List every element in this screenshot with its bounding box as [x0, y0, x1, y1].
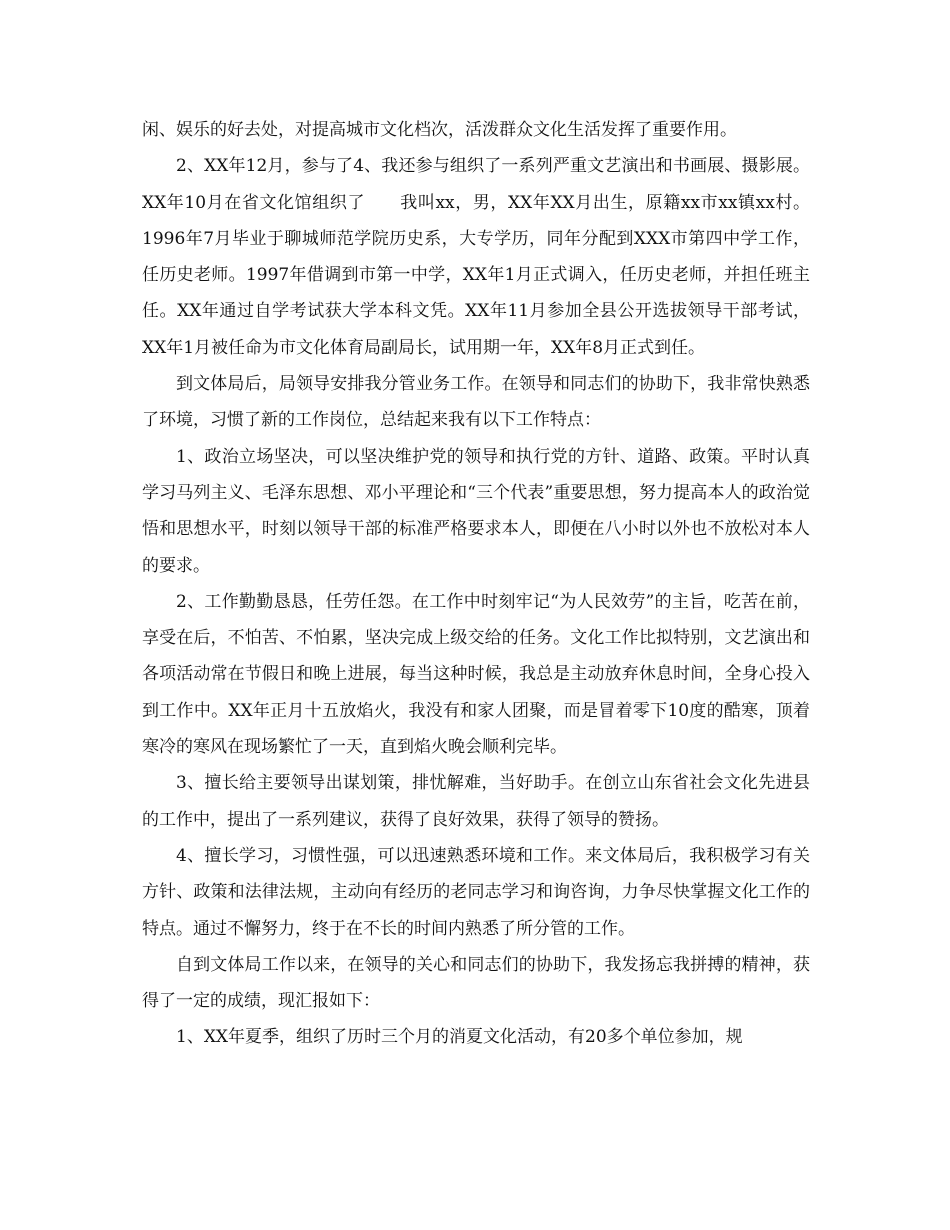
paragraph: 1、政治立场坚决，可以坚决维护党的领导和执行党的方针、道路、政策。平时认真学习马列主义、毛泽东思想、邓小平理论和“三个代表”重要思想，努力提高本人的政治觉悟和思想水平，时刻以领导干部的标准严格要求本人，即便在八小时以外也不放松对本人的要求。	[142, 446, 810, 576]
paragraph: 1、XX年夏季，组织了历时三个月的消夏文化活动，有20多个单位参加，规	[176, 1027, 743, 1048]
paragraph: 3、擅长给主要领导出谋划策，排忧解难，当好助手。在创立山东省社会文化先进县的工作中，提出了一系列建议，获得了良好效果，获得了领导的赞扬。	[142, 773, 810, 830]
paragraph: 自到文体局工作以来，在领导的关心和同志们的协助下，我发扬忘我拼搏的精神，获得了一定的成绩，现汇报如下：	[142, 954, 810, 1012]
paragraph: 2、工作勤勤恳恳，任劳任怨。在工作中时刻牢记“为人民效劳”的主旨，吃苦在前，享受在后，不怕苦、不怕累，坚决完成上级交给的任务。文化工作比拟特别，文艺演出和各项活动常在节假日和晚上进展，每当这种时候，我总是主动放弃休息时间，全身心投入到工作中。XX年正月十五放焰火，我没有和家人团聚，而是冒着零下10度的酷寒，顶着寒冷的寒风在现场繁忙了一天，直到焰火晚会顺利完毕。	[142, 591, 810, 758]
paragraph: 2、XX年12月，参与了4、我还参与组织了一系列严重文艺演出和书画展、摄影展。XX年10月在省文化馆组织了 我叫xx，男，XX年XX月出生，原籍xx市xx镇xx村。1996年7月毕业于聊城师范学院历史系，大专学历，同年分配到XXX市第四中学工作，任历史老师。1997年借调到市第一中学，XX年1月正式调入，任历史老师，并担任班主任。XX年通过自学考试获大学本科文凭。XX年11月参加全县公开选拔领导干部考试，XX年1月被任命为市文化体育局副局长，试用期一年，XX年8月正式到任。	[142, 156, 810, 358]
document-body	[142, 112, 810, 1056]
paragraph: 到文体局后，局领导安排我分管业务工作。在领导和同志们的协助下，我非常快熟悉了环境，习惯了新的工作岗位，总结起来我有以下工作特点：	[142, 374, 810, 431]
paragraph: 闲、娱乐的好去处，对提高城市文化档次，活泼群众文化生活发挥了重要作用。	[142, 120, 737, 140]
paragraph: 4、擅长学习，习惯性强，可以迅速熟悉环境和工作。来文体局后，我积极学习有关方针、政策和法律法规，主动向有经历的老同志学习和询咨询，力争尽快掌握文化工作的特点。通过不懈努力，终于在不长的时间内熟悉了所分管的工作。	[142, 845, 810, 939]
